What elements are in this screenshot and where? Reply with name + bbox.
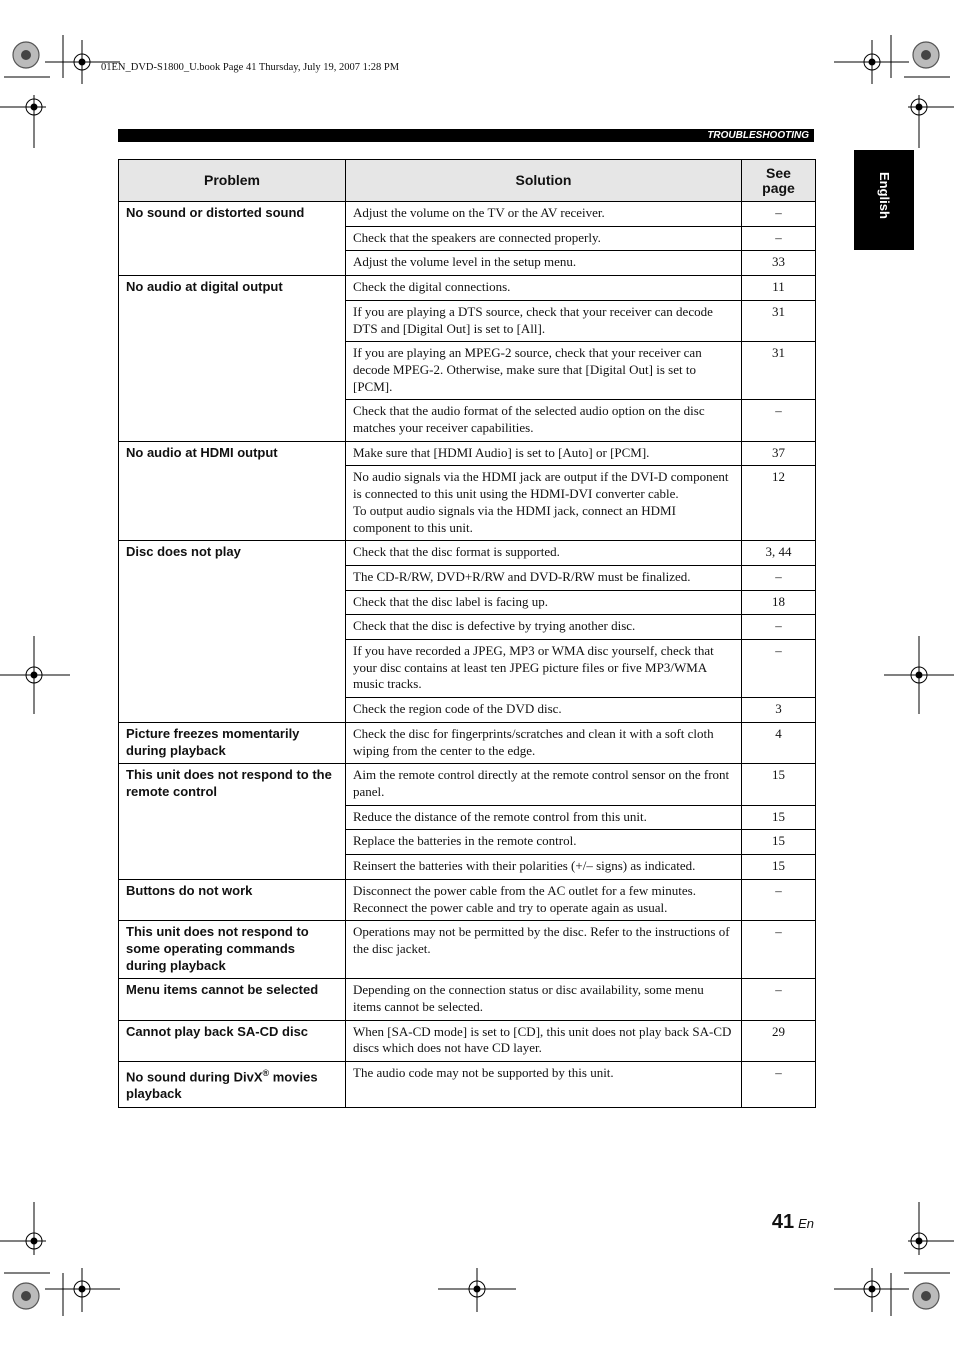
column-header-problem: Problem bbox=[119, 160, 346, 202]
problem-cell: No sound or distorted sound bbox=[119, 202, 346, 276]
file-info: 01EN_DVD-S1800_U.book Page 41 Thursday, July 19, 2007 1:28 PM bbox=[101, 62, 400, 73]
solution-cell: Check that the speakers are connected properly. bbox=[346, 226, 742, 251]
solution-cell: Replace the batteries in the remote control. bbox=[346, 830, 742, 855]
problem-cell: No audio at digital output bbox=[119, 276, 346, 442]
see-page-cell: 29 bbox=[742, 1020, 816, 1061]
solution-cell: When [SA-CD mode] is set to [CD], this unit does not play back SA-CD discs which does not have CD layer. bbox=[346, 1020, 742, 1061]
language-tab-label: English bbox=[877, 172, 892, 219]
section-label: TROUBLESHOOTING bbox=[707, 130, 809, 141]
solution-cell: The CD-R/RW, DVD+R/RW and DVD-R/RW must be finalized. bbox=[346, 565, 742, 590]
see-page-cell: – bbox=[742, 979, 816, 1020]
problem-cell: This unit does not respond to the remote control bbox=[119, 764, 346, 880]
see-page-header-text: See page bbox=[762, 164, 795, 196]
column-header-solution: Solution bbox=[346, 160, 742, 202]
problem-cell: No audio at HDMI output bbox=[119, 441, 346, 541]
problem-cell: Menu items cannot be selected bbox=[119, 979, 346, 1020]
solution-cell: Check the digital connections. bbox=[346, 276, 742, 301]
solution-cell: Check that the disc format is supported. bbox=[346, 541, 742, 566]
see-page-cell: 15 bbox=[742, 830, 816, 855]
problem-cell: No sound during DivX® movies playback bbox=[119, 1062, 346, 1108]
see-page-cell: 33 bbox=[742, 251, 816, 276]
see-page-cell: – bbox=[742, 226, 816, 251]
see-page-cell: 15 bbox=[742, 855, 816, 880]
solution-cell: Reduce the distance of the remote control from this unit. bbox=[346, 805, 742, 830]
see-page-cell: – bbox=[742, 879, 816, 920]
see-page-cell: 31 bbox=[742, 300, 816, 341]
solution-cell: Check the region code of the DVD disc. bbox=[346, 698, 742, 723]
solution-cell: Operations may not be permitted by the disc. Refer to the instructions of the disc jacket. bbox=[346, 921, 742, 979]
see-page-cell: – bbox=[742, 640, 816, 698]
solution-cell: Check the disc for fingerprints/scratches and clean it with a soft cloth wiping from the center to the edge. bbox=[346, 722, 742, 763]
solution-cell: Check that the disc is defective by trying another disc. bbox=[346, 615, 742, 640]
solution-cell: Check that the disc label is facing up. bbox=[346, 590, 742, 615]
solution-cell: No audio signals via the HDMI jack are output if the DVI-D component is connected to this unit using the HDMI-DVI converter cable. To output audio signals via the HDMI jack, connect an HDMI component to this unit. bbox=[346, 466, 742, 541]
solution-cell: If you have recorded a JPEG, MP3 or WMA disc yourself, check that your disc contains at least ten JPEG picture files or five MP3/WMA music tracks. bbox=[346, 640, 742, 698]
solution-cell: Reinsert the batteries with their polarities (+/– signs) as indicated. bbox=[346, 855, 742, 880]
problem-cell: Picture freezes momentarily during playback bbox=[119, 722, 346, 763]
see-page-cell: 15 bbox=[742, 805, 816, 830]
problem-cell: This unit does not respond to some operating commands during playback bbox=[119, 921, 346, 979]
see-page-cell: 3 bbox=[742, 698, 816, 723]
see-page-cell: – bbox=[742, 202, 816, 227]
solution-cell: If you are playing an MPEG-2 source, check that your receiver can decode MPEG-2. Otherwise, make sure that [Digital Out] is set to [PCM]. bbox=[346, 342, 742, 400]
solution-cell: The audio code may not be supported by this unit. bbox=[346, 1062, 742, 1108]
page-number-value: 41 bbox=[771, 1211, 795, 1233]
solution-cell: Adjust the volume on the TV or the AV receiver. bbox=[346, 202, 742, 227]
see-page-cell: 12 bbox=[742, 466, 816, 541]
see-page-cell: – bbox=[742, 1062, 816, 1108]
solution-cell: Disconnect the power cable from the AC outlet for a few minutes. Reconnect the power cable and try to operate again as usual. bbox=[346, 879, 742, 920]
solution-cell: Aim the remote control directly at the remote control sensor on the front panel. bbox=[346, 764, 742, 805]
see-page-cell: – bbox=[742, 615, 816, 640]
solution-cell: If you are playing a DTS source, check that your receiver can decode DTS and [Digital Out] is set to [All]. bbox=[346, 300, 742, 341]
solution-cell: Depending on the connection status or disc availability, some menu items cannot be selected. bbox=[346, 979, 742, 1020]
registered-mark: ® bbox=[262, 1068, 270, 1079]
see-page-cell: 3, 44 bbox=[742, 541, 816, 566]
see-page-cell: – bbox=[742, 565, 816, 590]
solution-cell: Make sure that [HDMI Audio] is set to [Auto] or [PCM]. bbox=[346, 441, 742, 466]
problem-cell: Buttons do not work bbox=[119, 879, 346, 920]
see-page-cell: – bbox=[742, 921, 816, 979]
problem-cell: Cannot play back SA-CD disc bbox=[119, 1020, 346, 1061]
see-page-cell: – bbox=[742, 400, 816, 441]
see-page-cell: 11 bbox=[742, 276, 816, 301]
see-page-cell: 37 bbox=[742, 441, 816, 466]
see-page-cell: 15 bbox=[742, 764, 816, 805]
solution-cell: Adjust the volume level in the setup menu. bbox=[346, 251, 742, 276]
solution-cell: Check that the audio format of the selected audio option on the disc matches your receiver capabilities. bbox=[346, 400, 742, 441]
page-lang-code: En bbox=[798, 1216, 814, 1231]
see-page-cell: 31 bbox=[742, 342, 816, 400]
problem-cell: Disc does not play bbox=[119, 541, 346, 723]
see-page-cell: 18 bbox=[742, 590, 816, 615]
see-page-cell: 4 bbox=[742, 722, 816, 763]
